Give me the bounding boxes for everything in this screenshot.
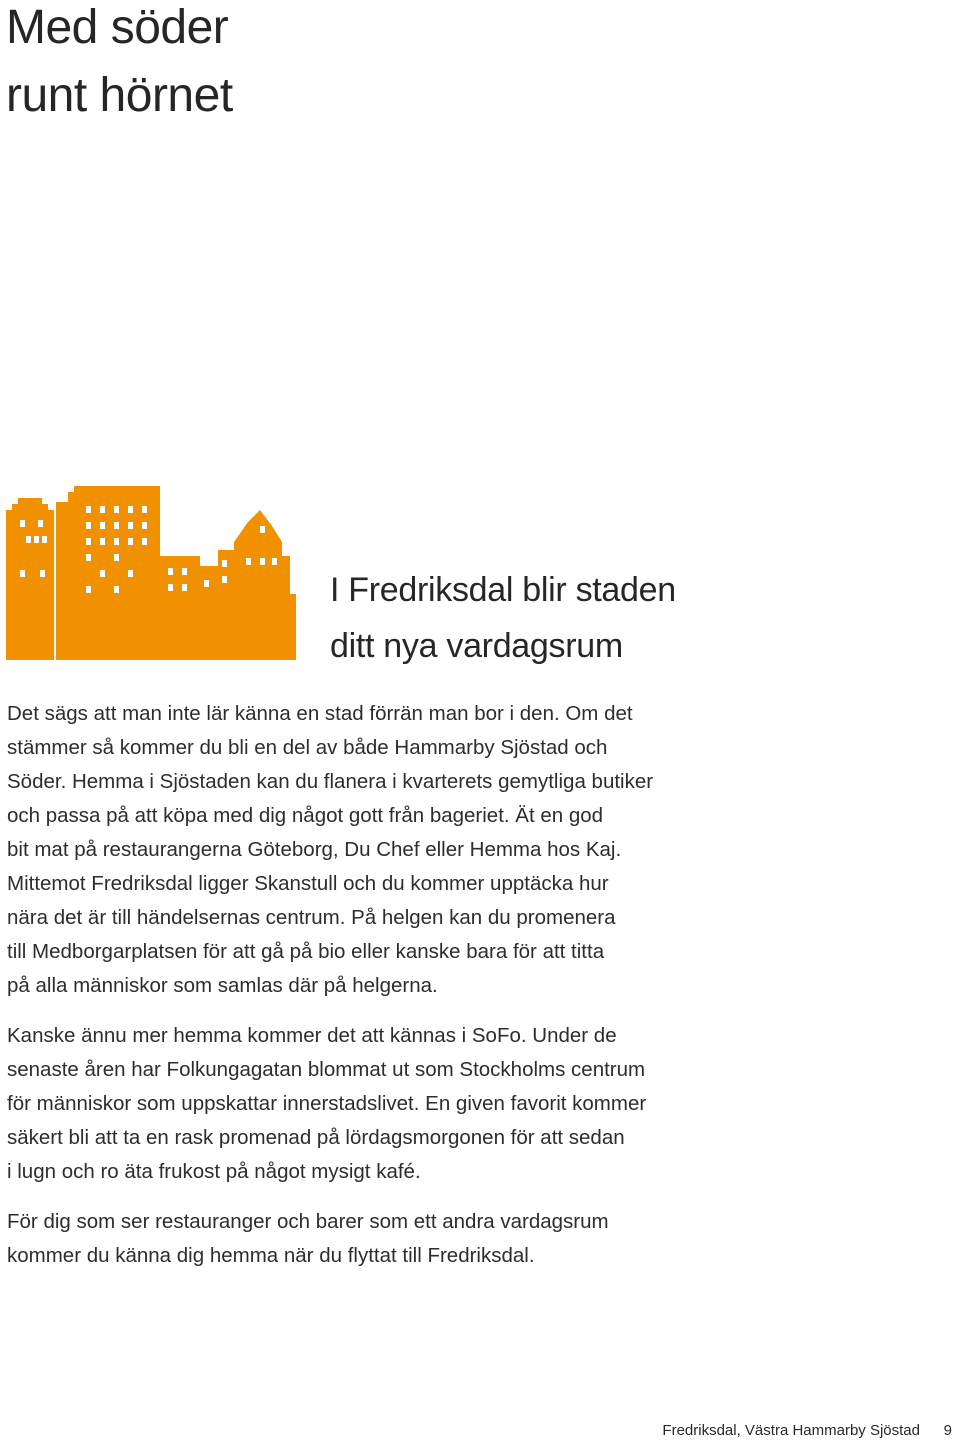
paragraph-3: För dig som ser restauranger och barer som ett andra vardagsrum kommer du känna dig hemma när du flyttat till Fredriksdal. <box>7 1210 609 1267</box>
page-title <box>6 0 233 130</box>
page-title-line-1: Med söder <box>6 1 229 54</box>
page-title-line-2: runt hörnet <box>6 69 233 122</box>
city-skyline-icon <box>6 486 296 660</box>
page-footer <box>0 1420 960 1441</box>
paragraph-2: Kanske ännu mer hemma kommer det att kännas i SoFo. Under de senaste åren har Folkungagatan blommat ut som Stockholms centrum för människor som uppskattar innerstadslivet. En given favorit kommer säkert bli att ta en rask promenad på lördagsmorgonen för att sedan i lugn och ro äta frukost på något mysigt kafé. <box>7 1024 647 1183</box>
section-heading <box>330 562 676 674</box>
footer-text: Fredriksdal, Västra Hammarby Sjöstad <box>662 1422 920 1439</box>
page-number: 9 <box>943 1422 952 1439</box>
section-heading-line-1: I Fredriksdal blir staden <box>330 571 676 609</box>
paragraph-1: Det sägs att man inte lär känna en stad förrän man bor i den. Om det stämmer så kommer du bli en del av både Hammarby Sjöstad och Söder. Hemma i Sjöstaden kan du flanera i kvarterets gemytliga butiker och passa på att köpa med dig något gott från bageriet. Ät en god bit mat på restaurangerna Göteborg, Du Chef eller Hemma hos Kaj. Mittemot Fredriksdal ligger Skanstull och du kommer upptäcka hur nära det är till händelsernas centrum. På helgen kan du promenera till Medborgarplatsen för att gå på bio eller kanske bara för att titta på alla människor som samlas där på helgerna. <box>7 702 654 997</box>
section-heading-line-2: ditt nya vardagsrum <box>330 627 623 665</box>
body-text <box>7 697 747 1289</box>
